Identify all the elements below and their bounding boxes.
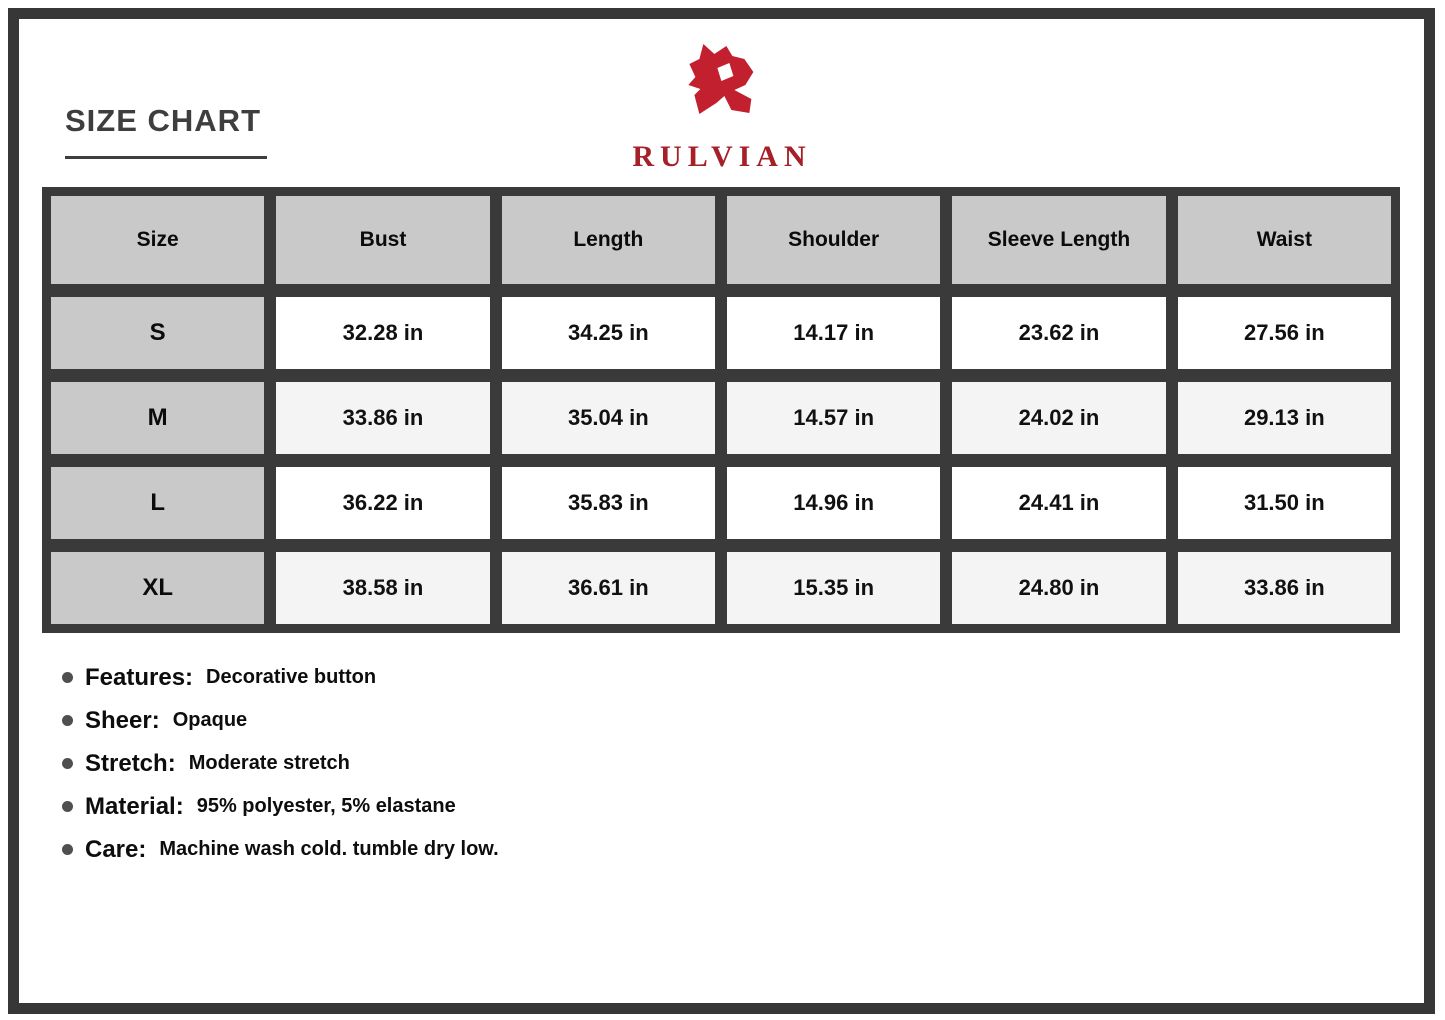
row-l-sleeve: 24.41 in: [952, 467, 1165, 539]
detail-label: Features:: [85, 663, 194, 691]
row-l-shoulder: 14.96 in: [727, 467, 940, 539]
title-block: [65, 103, 267, 159]
col-header-length: Length: [502, 196, 715, 284]
brand-wordmark: RULVIAN: [632, 140, 812, 173]
row-s-size-label: S: [51, 297, 264, 369]
title-underline: [65, 156, 267, 159]
detail-value: Opaque: [172, 709, 248, 731]
row-xl-size-label: XL: [51, 552, 264, 624]
col-header-waist: Waist: [1178, 196, 1391, 284]
row-l-size-label: L: [51, 467, 264, 539]
brand-logo-r-icon: [670, 36, 774, 136]
detail-features: [62, 662, 499, 693]
detail-label: Material:: [85, 792, 184, 820]
row-m-size-label: M: [51, 382, 264, 454]
detail-label: Sheer:: [85, 706, 160, 734]
row-m-waist: 29.13 in: [1178, 382, 1391, 454]
row-s-shoulder: 14.17 in: [727, 297, 940, 369]
row-xl-shoulder: 15.35 in: [727, 552, 940, 624]
detail-value: Machine wash cold. tumble dry low.: [159, 838, 499, 860]
row-s-sleeve: 23.62 in: [952, 297, 1165, 369]
row-m-sleeve: 24.02 in: [952, 382, 1165, 454]
bullet-dot-icon: [62, 844, 73, 855]
detail-value: Decorative button: [206, 666, 377, 688]
row-m-length: 35.04 in: [502, 382, 715, 454]
row-l-waist: 31.50 in: [1178, 467, 1391, 539]
col-header-size: Size: [51, 196, 264, 284]
row-s-waist: 27.56 in: [1178, 297, 1391, 369]
col-header-shoulder: Shoulder: [727, 196, 940, 284]
detail-value: Moderate stretch: [188, 752, 350, 774]
bullet-dot-icon: [62, 715, 73, 726]
details-list: [62, 662, 499, 877]
page-title: SIZE CHART: [65, 103, 261, 138]
detail-sheer: [62, 705, 499, 736]
row-l-length: 35.83 in: [502, 467, 715, 539]
detail-label: Care:: [85, 835, 147, 863]
brand-logo: [632, 36, 811, 174]
row-m-shoulder: 14.57 in: [727, 382, 940, 454]
row-xl-waist: 33.86 in: [1178, 552, 1391, 624]
row-l-bust: 36.22 in: [276, 467, 489, 539]
bullet-dot-icon: [62, 672, 73, 683]
detail-value: 95% polyester, 5% elastane: [196, 795, 456, 817]
col-header-bust: Bust: [276, 196, 489, 284]
col-header-sleeve-length: Sleeve Length: [952, 196, 1165, 284]
detail-care: [62, 834, 499, 865]
size-table: [42, 187, 1400, 633]
detail-label: Stretch:: [85, 749, 176, 777]
row-m-bust: 33.86 in: [276, 382, 489, 454]
detail-material: [62, 791, 499, 822]
bullet-dot-icon: [62, 758, 73, 769]
row-s-bust: 32.28 in: [276, 297, 489, 369]
bullet-dot-icon: [62, 801, 73, 812]
detail-stretch: [62, 748, 499, 779]
row-s-length: 34.25 in: [502, 297, 715, 369]
row-xl-length: 36.61 in: [502, 552, 715, 624]
row-xl-bust: 38.58 in: [276, 552, 489, 624]
row-xl-sleeve: 24.80 in: [952, 552, 1165, 624]
